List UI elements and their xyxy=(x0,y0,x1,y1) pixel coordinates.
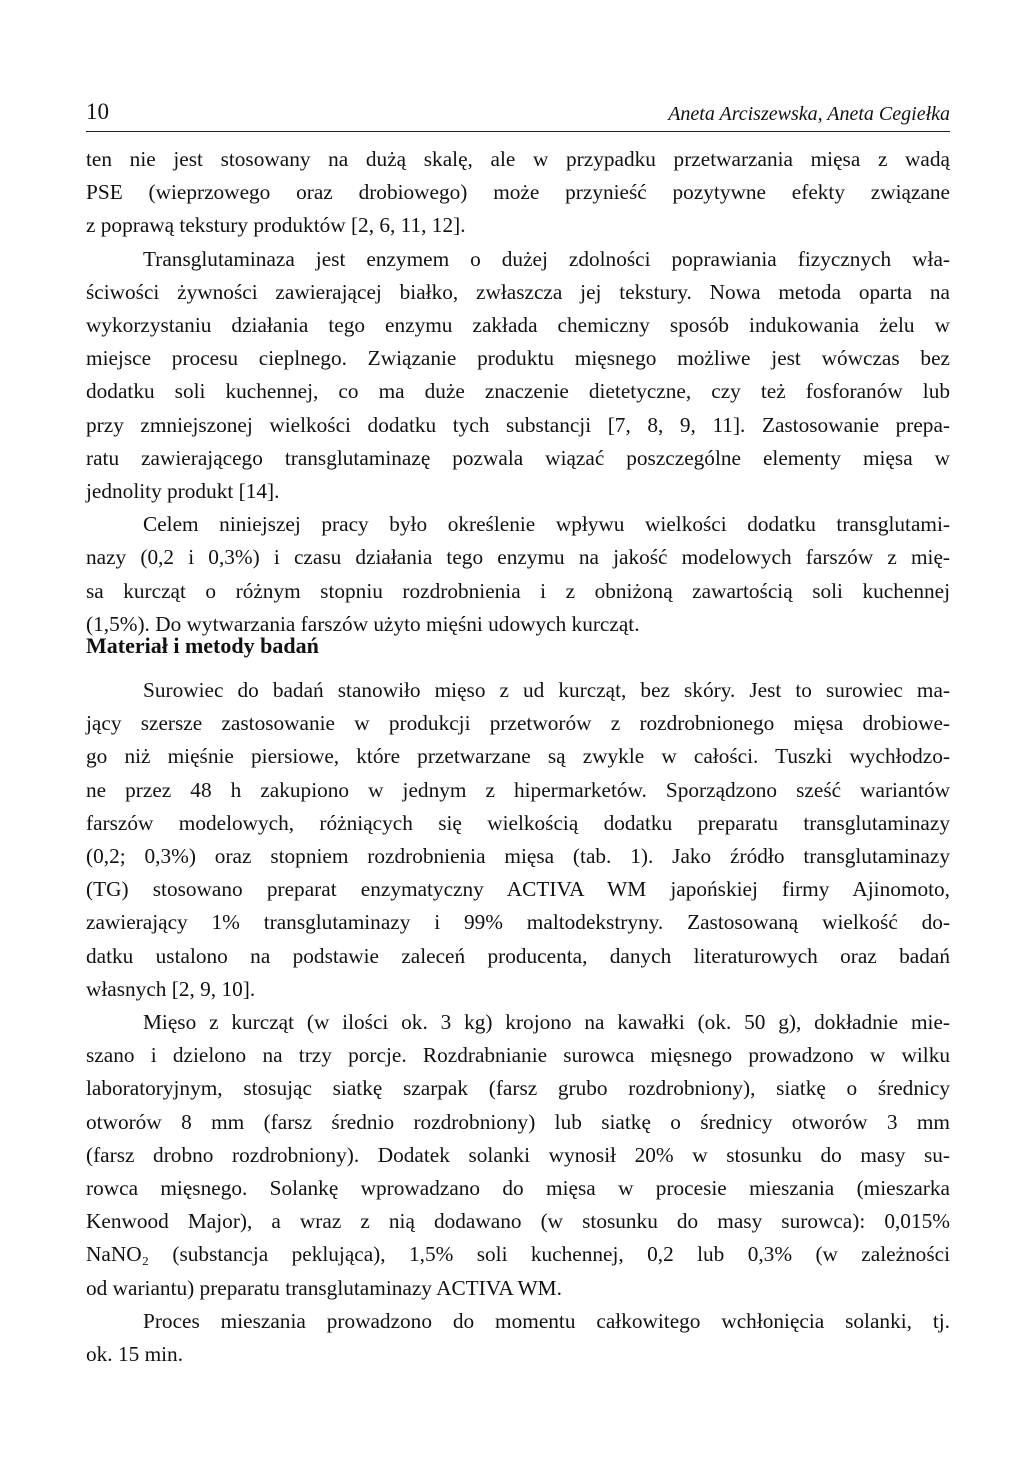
text-line: miejsce procesu cieplnego. Związanie produktu mięsnego możliwe jest wówczas bez xyxy=(86,346,950,371)
page-header xyxy=(86,95,950,132)
text-line: laboratoryjnym, stosując siatkę szarpak (farsz grubo rozdrobniony), siatkę o średnicy xyxy=(86,1076,950,1101)
text-line: (0,2; 0,3%) oraz stopniem rozdrobnienia mięsa (tab. 1). Jako źródło transglutaminazy xyxy=(86,844,950,869)
text-line: datku ustalono na podstawie zaleceń producenta, danych literaturowych oraz badań xyxy=(86,943,950,968)
text-line: dodatku soli kuchennej, co ma duże znaczenie dietetyczne, czy też fosforanów lub xyxy=(86,379,950,404)
text-line: własnych [2, 9, 10]. xyxy=(86,976,256,1001)
paragraph-6 xyxy=(86,1305,950,1371)
text-line: Mięso z kurcząt (w ilości ok. 3 kg) krojono na kawałki (ok. 50 g), dokładnie mie- xyxy=(143,1010,950,1035)
section-heading: Materiał i metody badań xyxy=(86,633,319,658)
text-line: ściwości żywności zawierającej białko, zwłaszcza jej tekstury. Nowa metoda oparta na xyxy=(86,279,950,304)
paragraph-5 xyxy=(86,1006,950,1305)
paragraph-4 xyxy=(86,674,950,1006)
text-line: przy zmniejszonej wielkości dodatku tych substancji [7, 8, 9, 11]. Zastosowanie prepa- xyxy=(86,412,950,437)
text-line: Proces mieszania prowadzono do momentu całkowitego wchłonięcia solanki, tj. xyxy=(143,1308,950,1333)
text-line: go niż mięśnie piersiowe, które przetwarzane są zwykle w całości. Tuszki wychłodzo- xyxy=(86,744,950,769)
page-number: 10 xyxy=(86,99,109,124)
text-line: PSE (wieprzowego oraz drobiowego) może przynieść pozytywne efekty związane xyxy=(86,180,950,205)
text-line: sa kurcząt o różnym stopniu rozdrobnienia i z obniżoną zawartością soli kuchennej xyxy=(86,578,950,603)
text-line: otworów 8 mm (farsz średnio rozdrobniony) lub siatkę o średnicy otworów 3 mm xyxy=(86,1109,950,1134)
text-line: NaNO₂ (substancja peklująca), 1,5% soli kuchennej, 0,2 lub 0,3% (w zależności xyxy=(86,1242,950,1267)
text-line: wykorzystaniu działania tego enzymu zakłada chemiczny sposób indukowania żelu w xyxy=(86,313,950,338)
text-line: (TG) stosowano preparat enzymatyczny ACTIVA WM japońskiej firmy Ajinomoto, xyxy=(86,877,950,902)
text-line: zawierający 1% transglutaminazy i 99% maltodekstryny. Zastosowaną wielkość do- xyxy=(86,910,950,935)
paragraph-1 xyxy=(86,143,950,243)
intro-text xyxy=(86,143,950,641)
text-line: Transglutaminaza jest enzymem o dużej zdolności poprawiania fizycznych wła- xyxy=(143,246,950,271)
text-line: farszów modelowych, różniących się wielkością dodatku preparatu transglutaminazy xyxy=(86,810,950,835)
text-line: nazy (0,2 i 0,3%) i czasu działania tego enzymu na jakość modelowych farszów z mię- xyxy=(86,545,950,570)
text-line: (1,5%). Do wytwarzania farszów użyto mięśni udowych kurcząt. xyxy=(86,611,640,636)
text-line: ratu zawierającego transglutaminazę pozwala wiązać poszczególne elementy mięsa w xyxy=(86,445,950,470)
text-line: szano i dzielono na trzy porcje. Rozdrabnianie surowca mięsnego prowadzono w wilku xyxy=(86,1043,950,1068)
text-line: jący szersze zastosowanie w produkcji przetworów z rozdrobnionego mięsa drobiowe- xyxy=(86,711,950,736)
text-line: ne przez 48 h zakupiono w jednym z hipermarketów. Sporządzono sześć wariantów xyxy=(86,777,950,802)
text-line: ok. 15 min. xyxy=(86,1342,184,1367)
text-line: Surowiec do badań stanowiło mięso z ud kurcząt, bez skóry. Jest to surowiec ma- xyxy=(143,678,950,702)
section-text xyxy=(86,674,950,1371)
paragraph-2 xyxy=(86,243,950,509)
text-line: z poprawą tekstury produktów [2, 6, 11, 12]. xyxy=(86,213,466,238)
text-line: Kenwood Major), a wraz z nią dodawano (w stosunku do masy surowca): 0,015% xyxy=(86,1209,950,1234)
text-line: Celem niniejszej pracy było określenie wpływu wielkości dodatku transglutami- xyxy=(143,512,950,537)
text-line: od wariantu) preparatu transglutaminazy ACTIVA WM. xyxy=(86,1275,562,1300)
text-line: (farsz drobno rozdrobniony). Dodatek solanki wynosił 20% w stosunku do masy su- xyxy=(86,1142,950,1167)
text-line: jednolity produkt [14]. xyxy=(86,479,280,504)
text-line: rowca mięsnego. Solankę wprowadzano do mięsa w procesie mieszania (mieszarka xyxy=(86,1176,950,1201)
paragraph-3 xyxy=(86,508,950,641)
text-line: ten nie jest stosowany na dużą skalę, ale w przypadku przetwarzania mięsa z wadą xyxy=(86,147,950,171)
running-head-authors: Aneta Arciszewska, Aneta Cegiełka xyxy=(668,103,950,125)
